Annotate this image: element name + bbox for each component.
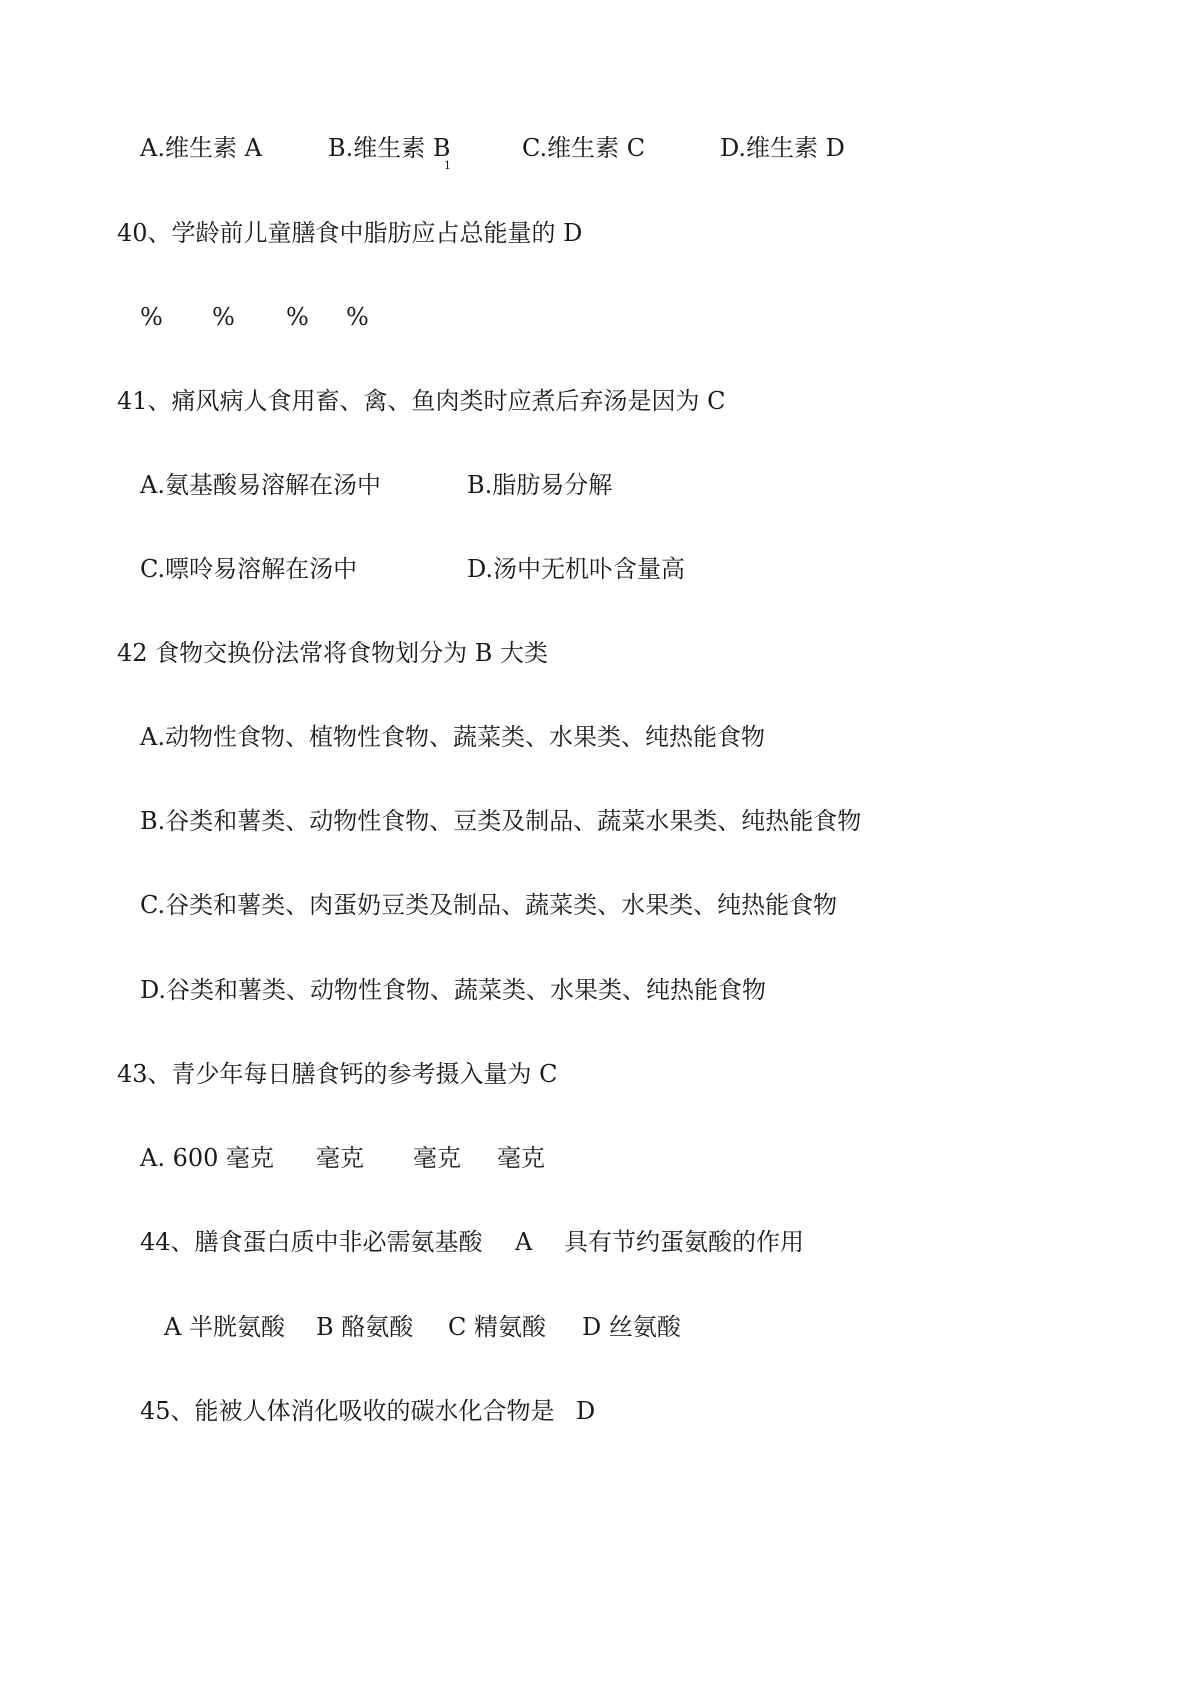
q40-option-2: % — [212, 303, 235, 331]
q42-option-c: C.谷类和薯类、肉蛋奶豆类及制品、蔬菜类、水果类、纯热能食物 — [140, 891, 838, 919]
q44-question-tail: 具有节约蛋氨酸的作用 — [564, 1228, 804, 1256]
q43-option-a: A. 600 毫克 — [140, 1144, 275, 1172]
q42-option-d: D.谷类和薯类、动物性食物、蔬菜类、水果类、纯热能食物 — [140, 976, 767, 1004]
q41-option-b: B.脂肪易分解 — [467, 471, 613, 499]
q41-option-a: A.氨基酸易溶解在汤中 — [140, 471, 381, 499]
q39-option-c: C.维生素 C — [522, 134, 646, 162]
q44-question: 44、膳食蛋白质中非必需氨基酸 — [140, 1228, 483, 1256]
q44-option-d: D 丝氨酸 — [582, 1313, 681, 1341]
q44-option-a: A 半胱氨酸 — [164, 1313, 285, 1341]
q45-answer: D — [576, 1397, 596, 1425]
q44-answer: A — [515, 1228, 533, 1256]
q45-question: 45、能被人体消化吸收的碳水化合物是 — [140, 1397, 555, 1425]
q40-option-1: % — [140, 303, 163, 331]
q39-option-a: A.维生素 A — [140, 134, 262, 162]
q39-option-d: D.维生素 D — [720, 134, 845, 162]
q42-option-b: B.谷类和薯类、动物性食物、豆类及制品、蔬菜水果类、纯热能食物 — [140, 807, 862, 835]
q40-option-3: % — [286, 303, 309, 331]
q39-option-b-subscript: 1 — [444, 159, 451, 172]
q44-option-c: C 精氨酸 — [448, 1313, 546, 1341]
q43-option-c: 毫克 — [413, 1144, 461, 1172]
q43-question: 43、青少年每日膳食钙的参考摄入量为 C — [117, 1060, 558, 1088]
q40-question: 40、学龄前儿童膳食中脂肪应占总能量的 D — [117, 219, 583, 247]
q40-option-4: % — [346, 303, 369, 331]
q41-option-c: C.嘌呤易溶解在汤中 — [140, 555, 358, 583]
q44-option-b: B 酪氨酸 — [316, 1313, 414, 1341]
q43-option-b: 毫克 — [316, 1144, 364, 1172]
q41-question: 41、痛风病人食用畜、禽、鱼肉类时应煮后弃汤是因为 C — [117, 387, 726, 415]
q42-option-a: A.动物性食物、植物性食物、蔬菜类、水果类、纯热能食物 — [140, 723, 765, 751]
q43-option-d: 毫克 — [497, 1144, 545, 1172]
q39-option-b: B.维生素 B — [328, 134, 451, 162]
q42-question: 42 食物交换份法常将食物划分为 B 大类 — [117, 639, 549, 667]
q41-option-d: D.汤中无机卟含量高 — [467, 555, 686, 583]
